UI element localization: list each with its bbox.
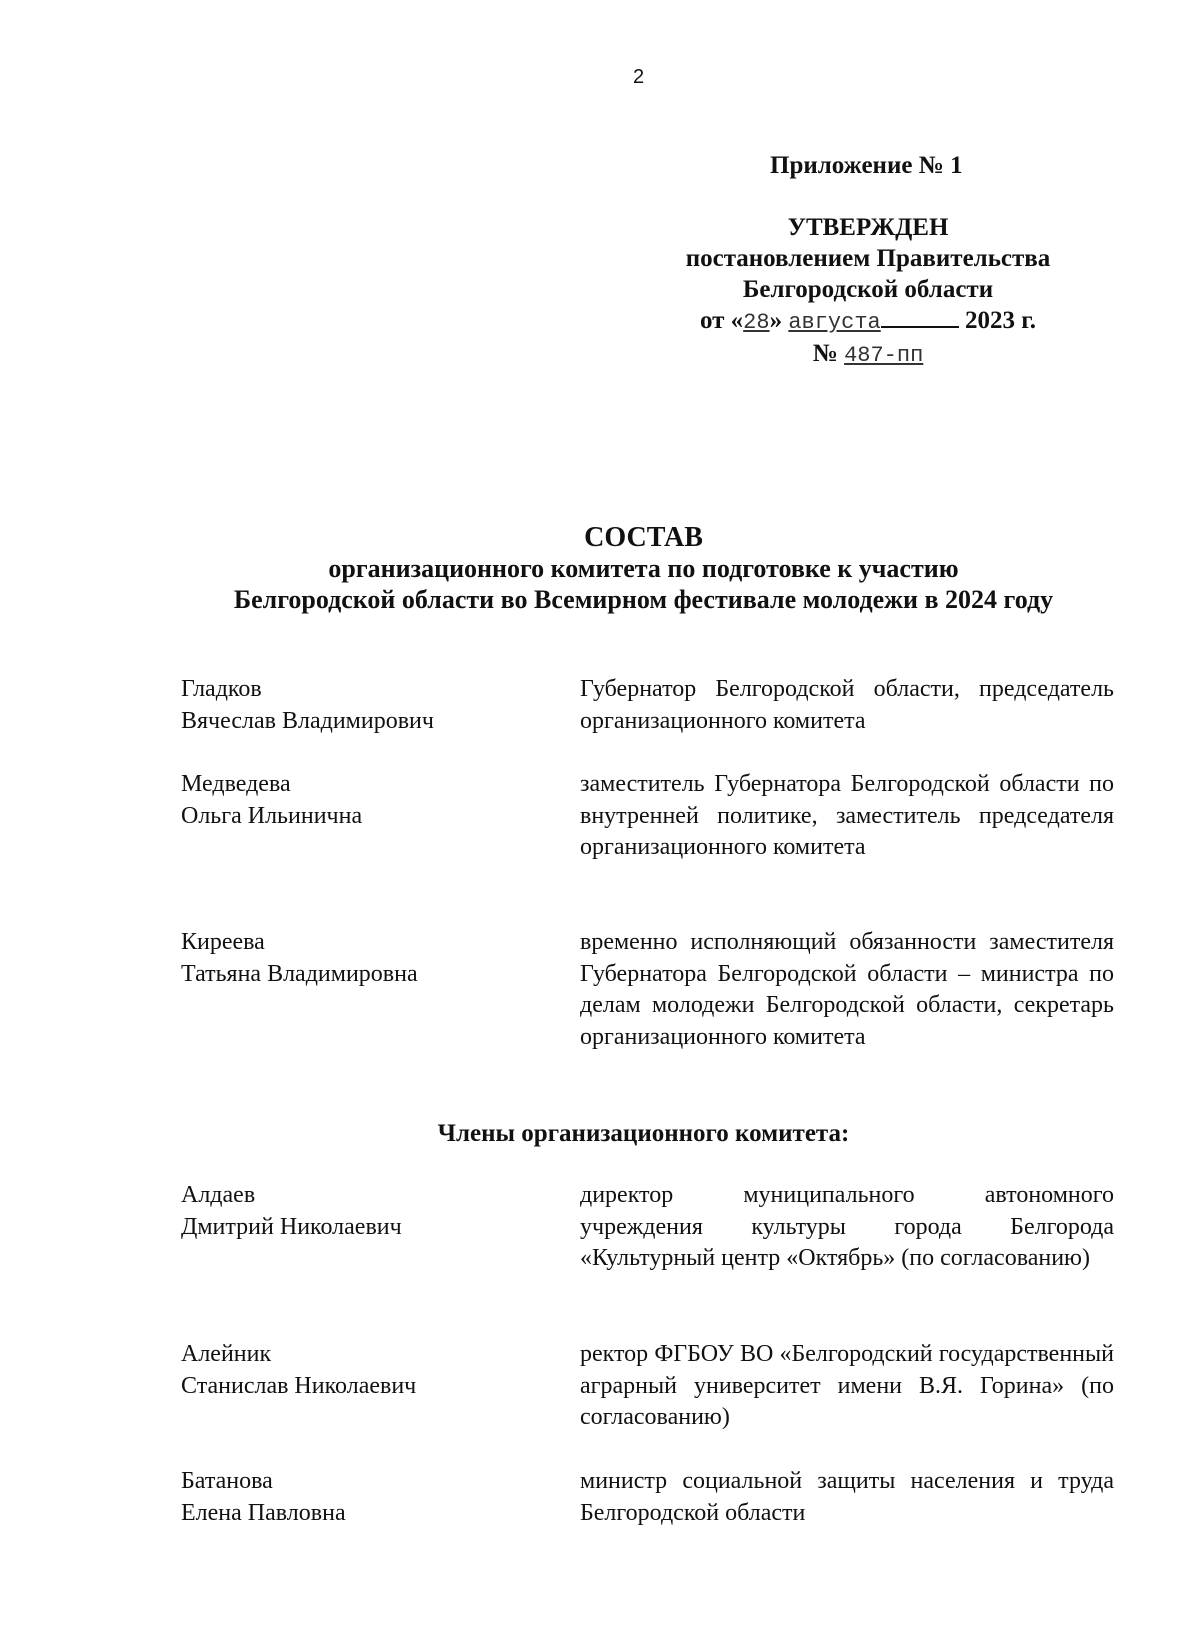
member-given-names: Станислав Николаевич [181, 1372, 417, 1399]
member-surname: Батанова [181, 1468, 273, 1494]
date-month: августа [788, 310, 881, 335]
member-surname: Алейник [181, 1341, 272, 1367]
person-name [181, 927, 541, 990]
member-surname: Алдаев [181, 1182, 256, 1208]
date-mid: » [769, 307, 783, 334]
approval-block [650, 212, 1086, 371]
person-surname: Гладков [181, 676, 262, 702]
person-given-names: Вячеслав Владимирович [181, 707, 434, 734]
appendix-label: Приложение № 1 [770, 152, 963, 179]
person-name [181, 674, 541, 737]
approved-by-line-2: Белгородской области [742, 276, 994, 303]
members-heading: Члены организационного комитета: [437, 1120, 850, 1147]
approval-number [650, 338, 1086, 371]
member-name [181, 1339, 541, 1402]
title-line-1: организационного комитета по подготовке к участию [328, 554, 959, 583]
member-given-names: Дмитрий Николаевич [181, 1213, 402, 1240]
person-surname: Медведева [181, 771, 291, 797]
number-value: 487-пп [844, 343, 924, 368]
person-surname: Киреева [181, 929, 265, 955]
person-given-names: Татьяна Владимировна [181, 960, 418, 987]
member-role: ректор ФГБОУ ВО «Белгородский государственный аграрный университет имени В.Я. Горина» (по согласованию) [580, 1341, 1114, 1430]
person-role: заместитель Губернатора Белгородской области по внутренней политике, заместитель председателя организационного комитета [580, 771, 1114, 860]
member-name [181, 1466, 541, 1529]
approved-by-line-1: постановлением Правительства [685, 245, 1051, 272]
date-day: 28 [743, 310, 770, 335]
document-title [0, 522, 1200, 615]
page-number: 2 [632, 66, 645, 88]
person-role: Губернатор Белгородской области, председатель организационного комитета [580, 676, 1114, 734]
person-name [181, 769, 541, 832]
date-year: 2023 г. [964, 307, 1037, 334]
number-prefix: № [812, 340, 838, 367]
title-main: СОСТАВ [584, 522, 703, 553]
approval-date [650, 305, 1086, 338]
member-role: министр социальной защиты населения и труда Белгородской области [580, 1468, 1114, 1526]
member-given-names: Елена Павловна [181, 1499, 346, 1526]
date-prefix: от « [699, 307, 744, 334]
person-given-names: Ольга Ильинична [181, 802, 363, 829]
title-line-2: Белгородской области во Всемирном фестивале молодежи в 2024 году [233, 585, 1054, 614]
person-role: временно исполняющий обязанности заместителя Губернатора Белгородской области – министра по делам молодежи Белгородской области, секретарь организационного комитета [580, 929, 1114, 1050]
member-role: директор муниципального автономного учреждения культуры города Белгорода «Культурный центр «Октябрь» (по согласованию) [580, 1182, 1114, 1271]
member-name [181, 1180, 541, 1243]
approved-label: УТВЕРЖДЕН [787, 214, 949, 241]
